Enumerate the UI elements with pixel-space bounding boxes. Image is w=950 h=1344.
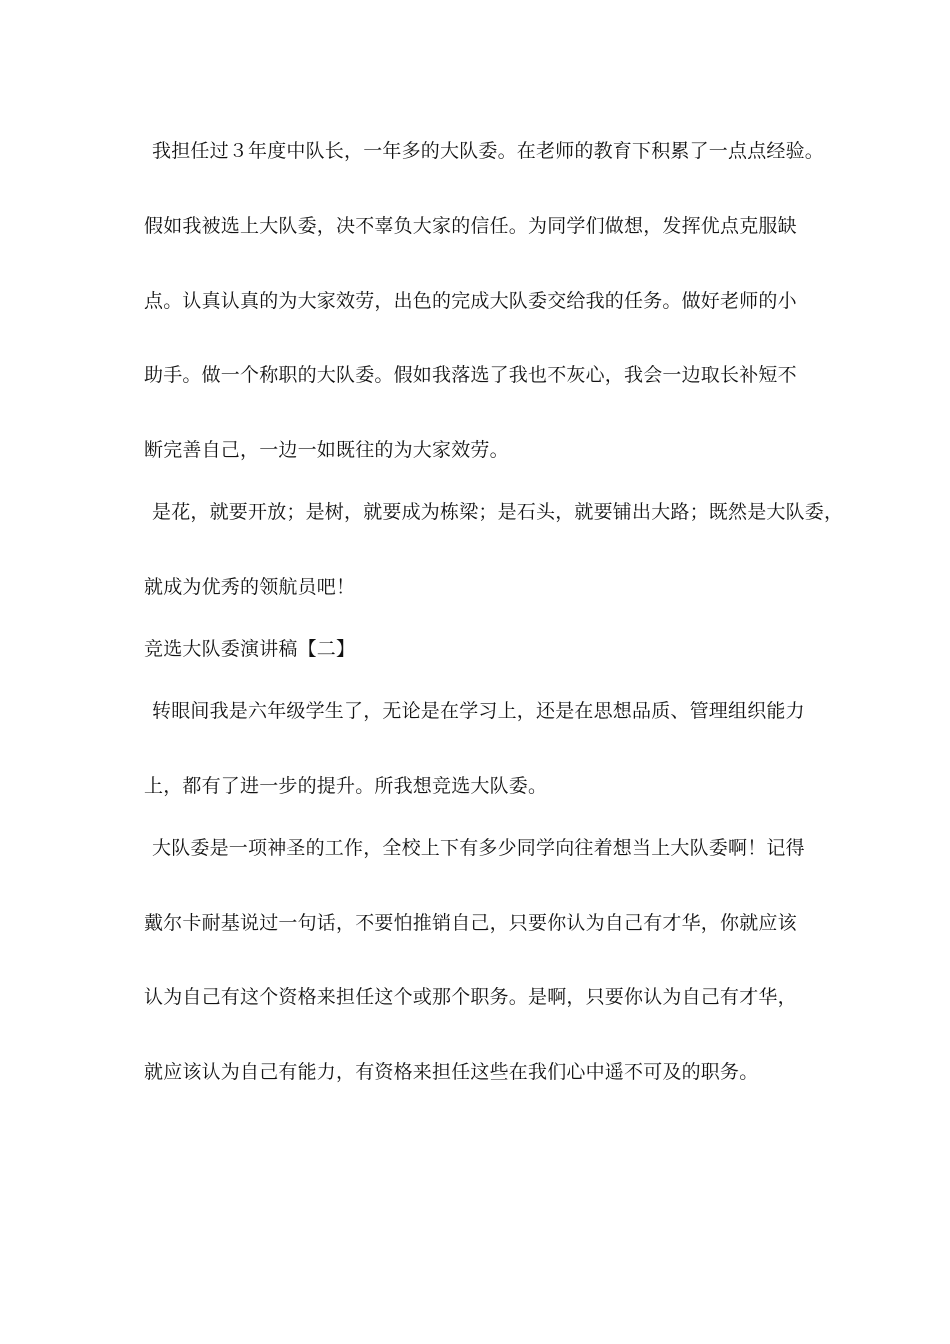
paragraph-line: 假如我被选上大队委，决不辜负大家的信任。为同学们做想，发挥优点克服缺 [144, 215, 797, 237]
paragraph-line: 上，都有了进一步的提升。所我想竞选大队委。 [144, 775, 548, 797]
paragraph-line: 是花，就要开放；是树，就要成为栋梁；是石头，就要铺出大路；既然是大队委， [152, 501, 844, 523]
paragraph-line: 就应该认为自己有能力，有资格来担任这些在我们心中遥不可及的职务。 [144, 1061, 759, 1083]
paragraph-line: 断完善自己，一边一如既往的为大家效劳。 [144, 439, 509, 461]
paragraph-line: 就成为优秀的领航员吧！ [144, 576, 356, 598]
paragraph-line: 戴尔卡耐基说过一句话，不要怕推销自己，只要你认为自己有才华，你就应该 [144, 912, 797, 934]
paragraph-line: 点。认真认真的为大家效劳，出色的完成大队委交给我的任务。做好老师的小 [144, 290, 797, 312]
paragraph-line: 转眼间我是六年级学生了，无论是在学习上，还是在思想品质、管理组织能力 [152, 700, 805, 722]
paragraph-line: 大队委是一项神圣的工作，全校上下有多少同学向往着想当上大队委啊！记得 [152, 837, 805, 859]
section-heading: 竞选大队委演讲稿【二】 [144, 638, 356, 660]
paragraph-line: 我担任过３年度中队长，一年多的大队委。在老师的教育下积累了一点点经验。 [152, 140, 825, 162]
paragraph-line: 认为自己有这个资格来担任这个或那个职务。是啊，只要你认为自己有才华， [144, 986, 797, 1008]
paragraph-line: 助手。做一个称职的大队委。假如我落选了我也不灰心，我会一边取长补短不 [144, 364, 797, 386]
